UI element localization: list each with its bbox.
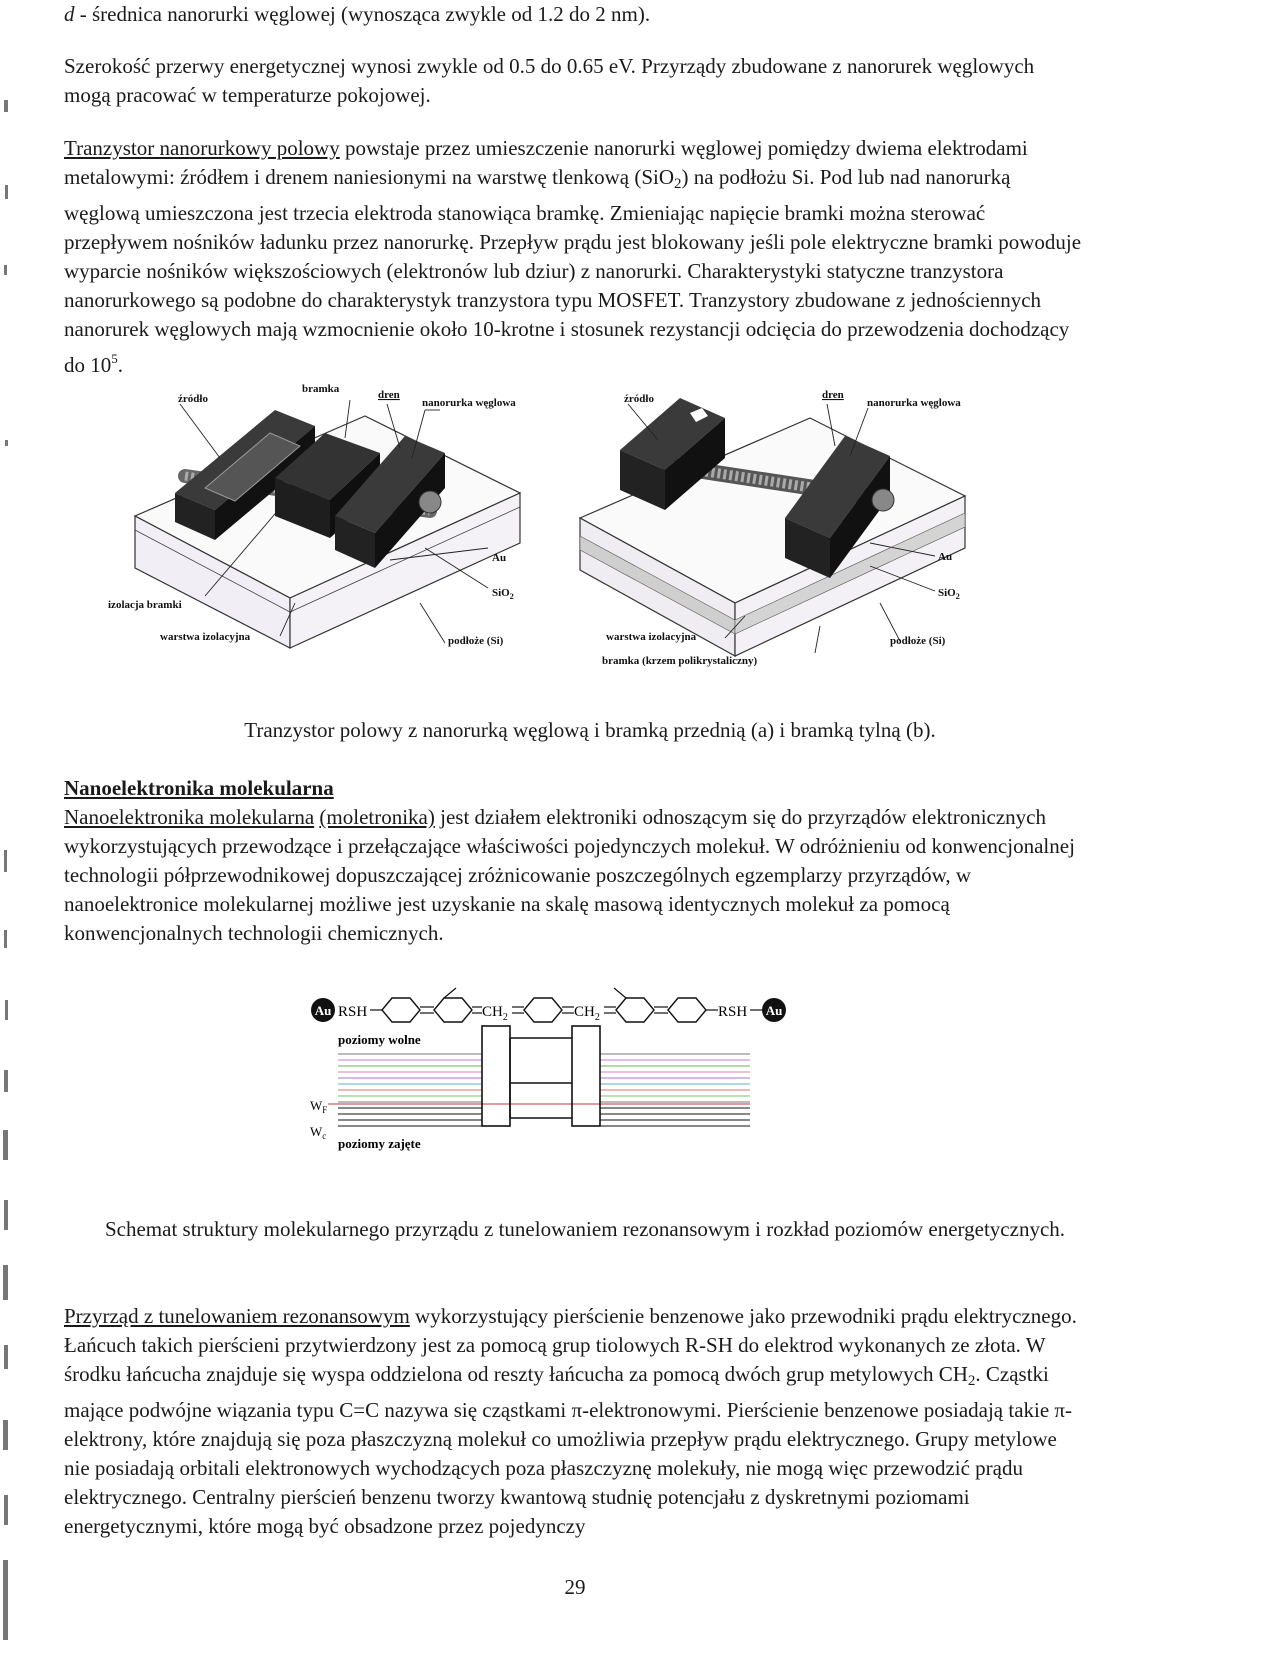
cnfet-front-gate-diagram <box>108 383 520 648</box>
cnfet-paragraph: Tranzystor nanorurkowy polowy powstaje przez umieszczenie nanorurki węglowej pomiędzy dwiema elektrodami metalowymi: źródłem i drenem naniesionymi na warstwę tlenkową (SiO$_2$) na podłożu Si. Pod lub nad nanorurką węglową umieszczona jest trzecia elektroda stanowiąca bramkę. Zmieniając napięcie bramki można sterować przepływem nośników ładunku przez nanorurkę. Przepływ prądu jest blokowany jeśli pole elektryczne bramki powoduje wyparcie nośników większościowych (elektronów lub dziur) z nanorurki. Charakterystyki statyczne tranzystora nanorurkowego są podobne do charakterystyk tranzystora typu MOSFET. Tranzystory zbudowane z jednościennych nanorurek węglowych mają wzmocnienie około 10-krotne i stosunek rezystancji odcięcia do przewodzenia dochodzący do $10^5$. <box>64 136 1082 377</box>
molecular-paragraph: Nanoelektronika molekularna (moletronika) jest działem elektroniki odnoszącym się do przyrządów elektronicznych wykorzystujących przewodzące i przełączające właściwości pojedynczych molekuł. W odróżnieniu od konwencjonalnej technologii półprzewodnikowej dopuszczającej zróżnicowanie poszczególnych egzemplarzy przyrządów, w nanoelektronice molekularnej możliwe jest uzyskanie na skalę masową identycznych molekuł za pomocą konwencjonalnych technologii chemicznych. <box>64 805 1075 945</box>
label-substrate-a: podłoże (Si) <box>448 635 504 647</box>
label-gate-insulation-a: izolacja bramki <box>108 599 182 611</box>
page-number: 29 <box>564 1575 586 1599</box>
label-substrate-b: podłoże (Si) <box>890 635 946 647</box>
term-moletronics: (moletronika) <box>319 805 435 829</box>
label-sio2-b: SiO$_2$ <box>938 587 960 601</box>
scan-edge-noise <box>0 0 22 1659</box>
term-resonant-device: Przyrząd z tunelowaniem rezonansowym <box>64 1304 410 1328</box>
energy-level-diagram <box>310 1026 750 1151</box>
label-insulating-layer-a: warstwa izolacyjna <box>160 631 251 643</box>
label-gate-b: bramka (krzem polikrystaliczny) <box>602 655 758 667</box>
bandgap-paragraph: Szerokość przerwy energetycznej wynosi zwykle od 0.5 do 0.65 eV. Przyrządy zbudowane z nanorurek węglowych mogą pracować w temperaturze pokojowej. <box>64 54 1035 107</box>
molecule-chain <box>311 988 786 1023</box>
label-au-b: Au <box>938 551 953 563</box>
benzene-ring <box>616 998 654 1022</box>
section-heading: Nanoelektronika molekularna <box>64 776 334 800</box>
symbol-d: d <box>64 2 75 26</box>
resonant-paragraph: Przyrząd z tunelowaniem rezonansowym wykorzystujący pierścienie benzenowe jako przewodniki prądu elektrycznego. Łańcuch takich pierścieni przytwierdzony jest za pomocą grup tiolowych R-SH do elektrod wykonanych ze złota. W środku łańcucha znajduje się wyspa oddzielona od reszty łańcucha za pomocą dwóch grup metylowych $CH_2$. Cząstki mające podwójne wiązania typu C=C nazywa się cząstkami π-elektronowymi. Pierścienie benzenowe posiadają takie π-elektrony, które znajdują się poza płaszczyzną molekuł co umożliwia przepływ prądu elektrycznego. Grupy metylowe nie posiadają orbitali elektronowych wychodzących poza płaszczyznę molekuły, nie mogą więc przewodzić prądu elektrycznego. Centralny pierścień benzenu tworzy kwantową studnię potencjału z dyskretnymi poziomami energetycznymi, które mogą być obsadzone przez pojedynczy <box>64 1304 1077 1538</box>
resonant-tunneling-figure <box>310 986 840 1186</box>
ch2-left: $CH_2$ <box>482 1004 508 1023</box>
benzene-ring-center <box>524 998 562 1022</box>
label-sio2-a: SiO$_2$ <box>492 587 514 601</box>
cnfet-figure <box>100 383 1060 708</box>
term-molecular: Nanoelektronika molekularna <box>64 805 315 829</box>
au-electrode-right: Au <box>765 1003 783 1018</box>
rsh-right: RSH <box>718 1004 748 1020</box>
figure-1-caption: Tranzystor polowy z nanorurką węglową i bramką przednią (a) i bramką tylną (b). <box>244 718 936 742</box>
label-nanotube-b: nanorurka węglowa <box>867 397 961 409</box>
label-nanotube-a: nanorurka węglowa <box>422 397 516 409</box>
label-source-b: źródło <box>624 393 654 405</box>
label-wf: $W_F$ <box>310 1098 328 1115</box>
term-cnfet: Tranzystor nanorurkowy polowy <box>64 136 340 160</box>
benzene-ring <box>382 998 420 1022</box>
label-gate-a: bramka <box>302 383 340 395</box>
label-source-a: źródło <box>178 393 208 405</box>
label-insulating-layer-b: warstwa izolacyjna <box>606 631 697 643</box>
ch2-right: $CH_2$ <box>574 1004 600 1023</box>
cnfet-back-gate-diagram <box>580 389 965 667</box>
au-electrode-left: Au <box>314 1003 332 1018</box>
label-drain-b: dren <box>822 389 844 401</box>
benzene-ring <box>434 998 472 1022</box>
figure-2-caption: Schemat struktury molekularnego przyrządu z tunelowaniem rezonansowym i rozkład poziomów energetycznych. <box>104 1217 1066 1241</box>
label-empty-levels: poziomy wolne <box>338 1032 421 1047</box>
label-au-a: Au <box>492 552 507 564</box>
rsh-left: RSH <box>338 1004 368 1020</box>
label-occupied-levels: poziomy zajęte <box>338 1136 421 1151</box>
definition-d: d - średnica nanorurki węglowej (wynosząca zwykle od 1.2 do 2 nm). <box>64 2 651 26</box>
label-wc: $W_c$ <box>310 1124 327 1141</box>
label-drain-a: dren <box>378 389 400 401</box>
benzene-ring <box>668 998 706 1022</box>
